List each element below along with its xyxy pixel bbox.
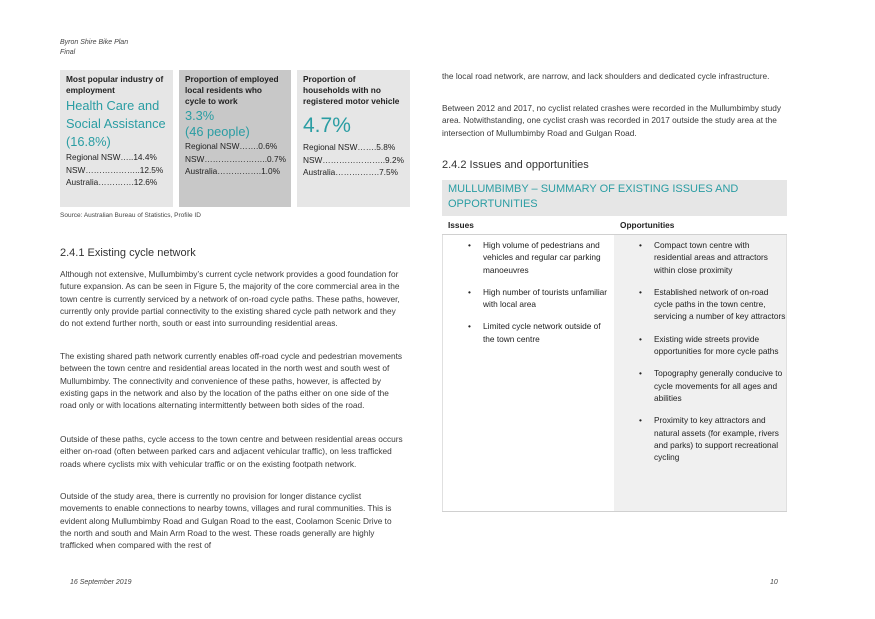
table-title: MULLUMBIMBY – SUMMARY OF EXISTING ISSUES AND OPPORTUNITIES <box>442 180 787 216</box>
list-item: • Compact town centre with residential areas and attractors within close proximity <box>614 239 786 276</box>
stat-box-no-vehicle <box>297 70 410 207</box>
stat-box-cycle-to-work <box>179 70 291 207</box>
list-item: • Limited cycle network outside of the town centre <box>443 320 614 345</box>
section-heading-2-4-1: 2.4.1 Existing cycle network <box>60 247 196 259</box>
stat-row: Australia………….12.6% <box>66 177 158 187</box>
document-header <box>60 38 128 58</box>
stat-value: 4.7% <box>303 114 351 137</box>
stat-value: 3.3% <box>185 108 215 123</box>
list-item: • Topography generally conducive to cycle movements for all ages and abilities <box>614 367 786 404</box>
paragraph: Outside of the study area, there is currently no provision for longer distance cyclist movements to enable connections to nearby towns, villages and rural communities. This is evident along Mullumbimby Road and Gulgan Road to the east, Coolamon Scenic Drive to the north and south and Main Arm Road to the west. These roads generally are highly trafficked when compared with the rest of <box>60 491 392 551</box>
section-heading-2-4-2: 2.4.2 Issues and opportunities <box>442 159 589 171</box>
list-item: • High volume of pedestrians and vehicles and regular car parking manoeuvres <box>443 239 614 276</box>
opportunities-list <box>614 235 786 463</box>
issues-list <box>443 235 614 345</box>
list-item: • High number of tourists unfamiliar with local area <box>443 286 614 311</box>
header-title: Byron Shire Bike Plan <box>60 39 129 46</box>
stat-value: Health Care and Social Assistance (16.8%) <box>66 98 166 149</box>
stat-heading: Proportion of employed local residents who cycle to work <box>185 74 279 106</box>
column-header-issues: Issues <box>448 220 474 230</box>
paragraph: Although not extensive, Mullumbimby’s current cycle network provides a good foundation for future expansion. As can be seen in Figure 5, the majority of the core commercial area in the town centre is currently serviced by a network of on-road cycle paths. These paths, however, currently only provide partial connectivity to the existing shared cycle path network and they do not extend further north, south or east into surrounding residential areas. <box>60 269 400 329</box>
column-header-opportunities: Opportunities <box>620 220 675 230</box>
table-bottom-border <box>442 511 787 512</box>
paragraph: the local road network, are narrow, and lack shoulders and dedicated cycle infrastructure. <box>442 71 770 81</box>
opportunities-cell <box>614 235 787 511</box>
stat-value-count: (46 people) <box>185 124 250 139</box>
stat-heading: Most popular industry of employment <box>66 74 164 95</box>
stat-row: NSW………………..12.5% <box>66 164 164 175</box>
stat-row: NSW…………………..0.7% <box>185 153 286 164</box>
list-item: • Proximity to key attractors and natural assets (for example, rivers and parks) to support recreational cycling <box>614 414 786 463</box>
stat-row: Australia…………….1.0% <box>185 166 280 176</box>
stat-heading: Proportion of households with no registered motor vehicle <box>303 74 400 106</box>
paragraph: Outside of these paths, cycle access to the town centre and between residential areas occurs either on-road (often between parked cars and adjacent vehicular traffic), on less trafficked roads where cyclists mix with vehicular traffic or on the existing footpath network. <box>60 434 403 469</box>
stat-box-industry <box>60 70 173 207</box>
stat-row: Regional NSW…….0.6% <box>185 141 278 151</box>
header-status: Final <box>60 49 76 56</box>
stat-row: Australia…………….7.5% <box>303 167 398 177</box>
paragraph: Between 2012 and 2017, no cyclist related crashes were recorded in the Mullumbimby study area. Notwithstanding, one cyclist crash was recorded in 2017 outside the study area at the intersection of Mullumbimby Road and Gulgan Road. <box>442 103 781 138</box>
list-item: • Established network of on-road cycle paths in the town centre, servicing a number of key attractors <box>614 286 786 323</box>
list-item: • Existing wide streets provide opportunities for more cycle paths <box>614 333 786 358</box>
issues-cell <box>442 235 614 511</box>
stat-row: Regional NSW…..14.4% <box>66 152 157 162</box>
stat-row: NSW…………………..9.2% <box>303 154 404 165</box>
stat-row: Regional NSW…….5.8% <box>303 142 396 152</box>
footer-date: 16 September 2019 <box>70 579 132 586</box>
page-number: 10 <box>770 579 778 586</box>
source-note: Source: Australian Bureau of Statistics, Profile ID <box>60 212 201 219</box>
paragraph: The existing shared path network currently enables off-road cycle and pedestrian movements between the town centre and residential areas located in the north west and south west of Mullumbimby. The connectivity and convenience of these paths, however, is affected by existing gaps in the network and also by the location of the paths either on one side of the road only or with locations alternating intermittently between both sides of the road. <box>60 351 403 411</box>
